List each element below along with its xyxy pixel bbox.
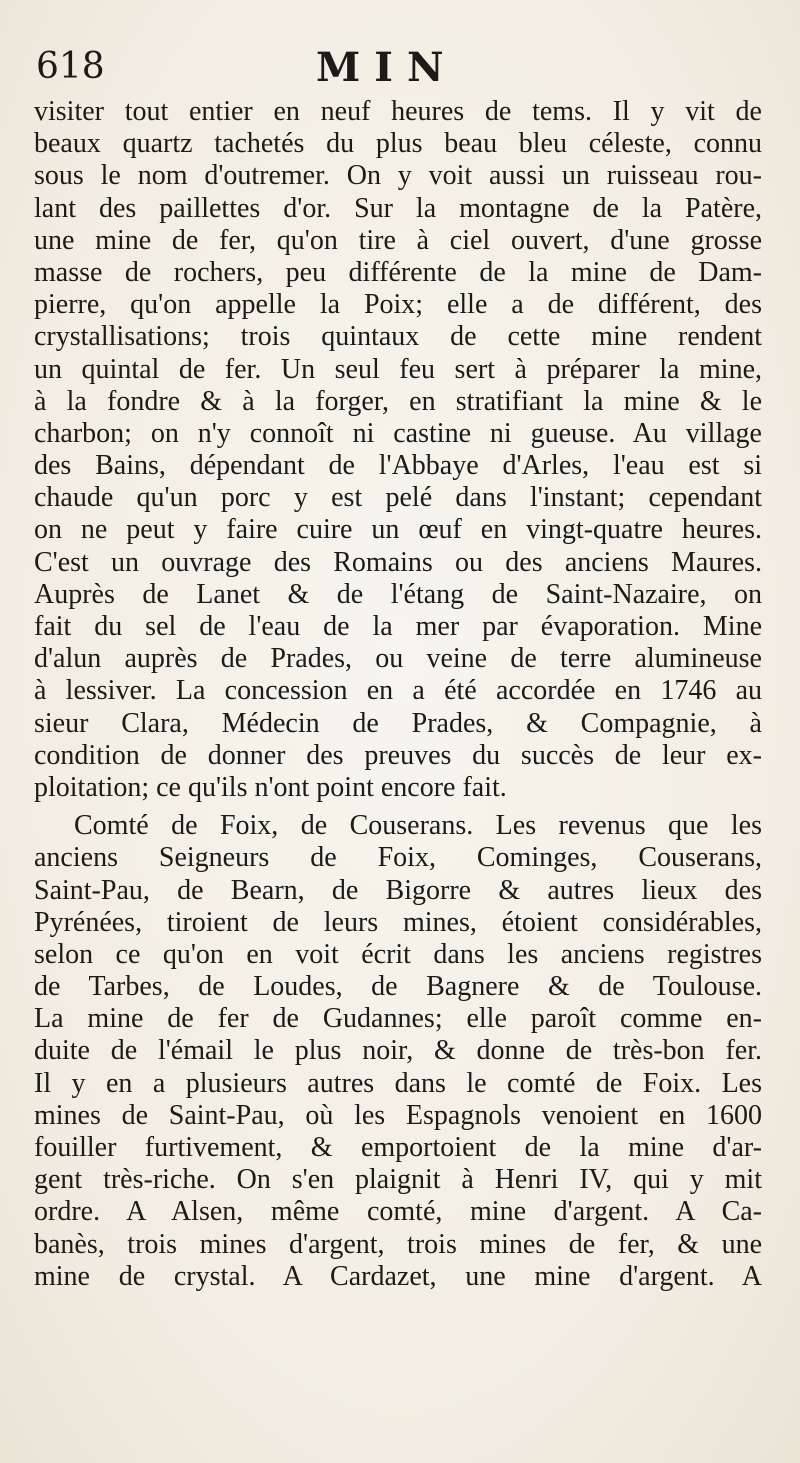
text-line: fouiller furtivement, & emportoient de la mine d'ar- bbox=[34, 1132, 762, 1163]
text-line: des Bains, dépendant de l'Abbaye d'Arles, l'eau est si bbox=[34, 450, 762, 482]
text-line: C'est un ouvrage des Romains ou des anciens Maures. bbox=[34, 546, 762, 578]
text-line: à la fondre & à la forger, en stratifiant la mine & le bbox=[34, 385, 762, 417]
text-line: Pyrénées, tiroient de leurs mines, étoient considérables, bbox=[34, 906, 762, 938]
text-line: duite de l'émail le plus noir, & donne de très-bon fer. bbox=[34, 1035, 762, 1067]
text-line: anciens Seigneurs de Foix, Cominges, Couserans, bbox=[34, 842, 762, 874]
text-line: mines de Saint-Pau, où les Espagnols venoient en 1600 bbox=[34, 1099, 762, 1131]
text-line: visiter tout entier en neuf heures de tems. Il y vit de bbox=[34, 96, 762, 127]
body-text bbox=[34, 96, 762, 1293]
text-line: un quintal de fer. Un seul feu sert à préparer la mine, bbox=[34, 353, 762, 385]
text-line: on ne peut y faire cuire un œuf en vingt-quatre heures. bbox=[34, 514, 762, 546]
text-line: pierre, qu'on appelle la Poix; elle a de différent, des bbox=[34, 289, 762, 321]
page-number: 618 bbox=[36, 46, 105, 87]
text-line: de Tarbes, de Loudes, de Bagnere & de Toulouse. bbox=[34, 971, 762, 1003]
text-line: mine de crystal. A Cardazet, une mine d'argent. A bbox=[34, 1260, 762, 1292]
text-line: Auprès de Lanet & de l'étang de Saint-Nazaire, on bbox=[34, 578, 762, 610]
text-line: ploitation; ce qu'ils n'ont point encore fait. bbox=[34, 771, 507, 803]
text-line: banès, trois mines d'argent, trois mines de fer, & une bbox=[34, 1228, 762, 1260]
text-line: chaude qu'un porc y est pelé dans l'instant; cependant bbox=[34, 482, 762, 514]
text-line: à lessiver. La concession en a été accordée en 1746 au bbox=[34, 675, 762, 707]
text-line: beaux quartz tachetés du plus beau bleu céleste, connu bbox=[34, 128, 762, 160]
paragraph-2 bbox=[34, 810, 762, 1293]
text-line: ordre. A Alsen, même comté, mine d'argent. A Ca- bbox=[34, 1196, 762, 1228]
text-line: crystallisations; trois quintaux de cette mine rendent bbox=[34, 321, 762, 353]
text-line: Saint-Pau, de Bearn, de Bigorre & autres lieux des bbox=[34, 874, 762, 906]
text-line: lant des paillettes d'or. Sur la montagne de la Patère, bbox=[34, 192, 762, 224]
text-line: Comté de Foix, de Couserans. Les revenus que les bbox=[74, 810, 762, 842]
paragraph-1 bbox=[34, 96, 762, 804]
text-line: condition de donner des preuves du succès de leur ex- bbox=[34, 739, 762, 771]
text-line: selon ce qu'on en voit écrit dans les anciens registres bbox=[34, 938, 762, 970]
text-line: La mine de fer de Gudannes; elle paroît comme en- bbox=[34, 1003, 762, 1035]
text-line: masse de rochers, peu différente de la mine de Dam- bbox=[34, 256, 762, 288]
text-line: Il y en a plusieurs autres dans le comté de Foix. Les bbox=[34, 1067, 762, 1099]
text-line: une mine de fer, qu'on tire à ciel ouvert, d'une grosse bbox=[34, 224, 762, 256]
text-line: d'alun auprès de Prades, ou veine de terre alumineuse bbox=[34, 643, 762, 675]
text-line: gent très-riche. On s'en plaignit à Henri IV, qui y mit bbox=[34, 1164, 762, 1196]
page-header bbox=[36, 42, 764, 100]
text-line: charbon; on n'y connoît ni castine ni gueuse. Au village bbox=[34, 417, 762, 449]
running-head: MIN bbox=[316, 44, 458, 91]
text-line: sieur Clara, Médecin de Prades, & Compagnie, à bbox=[34, 707, 762, 739]
text-line: fait du sel de l'eau de la mer par évaporation. Mine bbox=[34, 611, 762, 642]
text-line: sous le nom d'outremer. On y voit aussi un ruisseau rou- bbox=[34, 160, 762, 192]
